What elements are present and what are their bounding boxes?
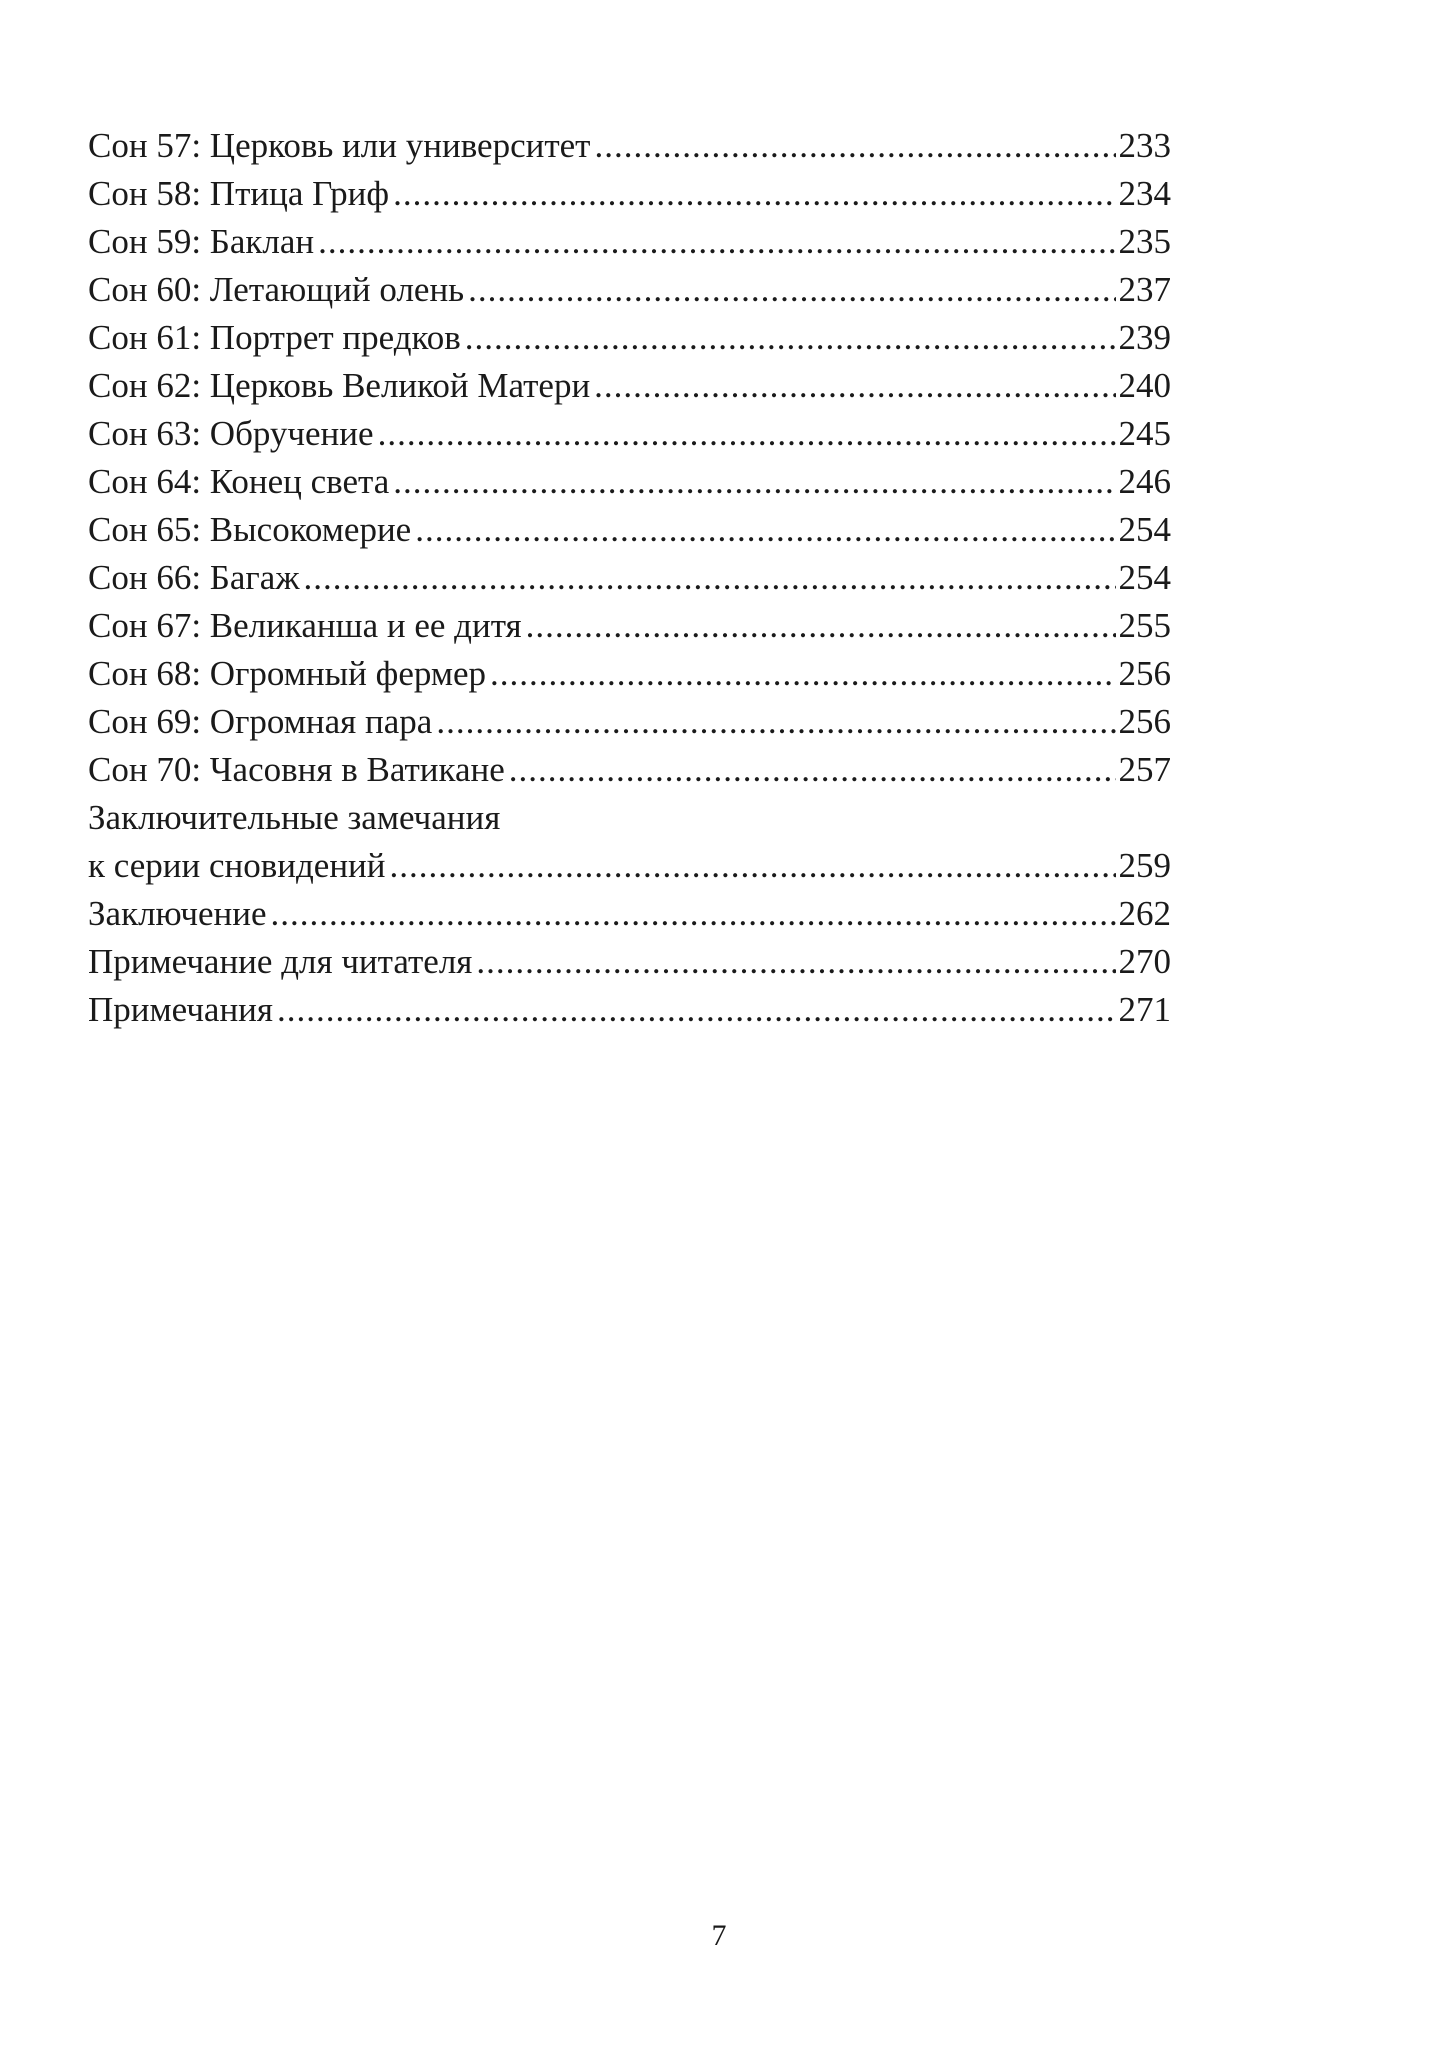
toc-entry[interactable] (88, 650, 1171, 698)
dot-leader (415, 506, 1115, 554)
toc-entry-notes[interactable] (88, 986, 1171, 1034)
toc-entry[interactable] (88, 266, 1171, 314)
toc-entry-title: Сон 61: Портрет предков (88, 318, 461, 357)
toc-entry-title: Сон 60: Летающий олень (88, 270, 465, 309)
toc-entry-page: 262 (1118, 894, 1171, 933)
toc-entry-page: 255 (1118, 606, 1171, 645)
toc-entry-page: 270 (1118, 942, 1171, 981)
toc-entry-conclusion[interactable] (88, 890, 1171, 938)
toc-entry-page: 240 (1118, 366, 1171, 405)
page-number: 7 (711, 1919, 727, 1952)
toc-entry-title: Сон 59: Баклан (88, 222, 315, 261)
dot-leader (490, 650, 1115, 698)
dot-leader (277, 986, 1115, 1034)
dot-leader (378, 410, 1116, 458)
toc-entry-page: 256 (1118, 702, 1171, 741)
dot-leader (436, 698, 1115, 746)
toc-entry-page: 256 (1118, 654, 1171, 693)
toc-entry[interactable] (88, 170, 1171, 218)
toc-entry-title: Сон 58: Птица Гриф (88, 174, 390, 213)
toc-entry-title: Примечание для читателя (88, 942, 473, 981)
toc-entry[interactable] (88, 506, 1171, 554)
dot-leader (318, 218, 1115, 266)
toc-entry-title: Сон 67: Великанша и ее дитя (88, 606, 522, 645)
dot-leader (594, 122, 1115, 170)
toc-entry-page: 246 (1118, 462, 1171, 501)
toc-entry-title: Сон 69: Огромная пара (88, 702, 433, 741)
dot-leader (304, 554, 1116, 602)
toc-entry-title: Сон 66: Багаж (88, 558, 300, 597)
toc-entry-page: 234 (1118, 174, 1171, 213)
dot-leader (526, 602, 1116, 650)
dot-leader (393, 458, 1115, 506)
toc-entry-page: 254 (1118, 510, 1171, 549)
toc-entry-title: Сон 64: Конец света (88, 462, 390, 501)
toc-entry-title: к серии сновидений (88, 846, 386, 885)
toc-entry-title: Сон 70: Часовня в Ватикане (88, 750, 505, 789)
dot-leader (509, 746, 1116, 794)
toc-entry[interactable] (88, 602, 1171, 650)
toc-entry[interactable] (88, 362, 1171, 410)
toc-entry-title: Сон 63: Обручение (88, 414, 374, 453)
toc-entry[interactable] (88, 554, 1171, 602)
dot-leader (390, 842, 1116, 890)
toc-entry-page: 254 (1118, 558, 1171, 597)
dot-leader (271, 890, 1116, 938)
toc-entry-title: Сон 62: Церковь Великой Матери (88, 366, 591, 405)
toc-entry[interactable] (88, 122, 1171, 170)
toc-entry-page: 233 (1118, 126, 1171, 165)
toc-entry-page: 259 (1118, 846, 1171, 885)
toc-entry-page: 239 (1118, 318, 1171, 357)
dot-leader (468, 266, 1115, 314)
toc-entry[interactable] (88, 458, 1171, 506)
toc-entry-closing-remarks[interactable] (88, 842, 1171, 890)
toc-entry-title: Сон 57: Церковь или университет (88, 126, 591, 165)
toc-entry-title: Заключительные замечания (88, 798, 501, 837)
toc-entry-page: 257 (1118, 750, 1171, 789)
dot-leader (594, 362, 1115, 410)
toc-entry-reader-note[interactable] (88, 938, 1171, 986)
toc-entry[interactable] (88, 746, 1171, 794)
dot-leader (393, 170, 1115, 218)
toc-entry-title: Сон 68: Огромный фермер (88, 654, 487, 693)
toc-entry-page: 237 (1118, 270, 1171, 309)
table-of-contents (88, 122, 1171, 1034)
toc-entry-page: 245 (1118, 414, 1171, 453)
toc-entry-closing-remarks-heading[interactable] (88, 794, 1171, 842)
toc-entry-title: Заключение (88, 894, 267, 933)
toc-entry[interactable] (88, 314, 1171, 362)
dot-leader (465, 314, 1116, 362)
dot-leader (476, 938, 1115, 986)
toc-entry-title: Примечания (88, 990, 274, 1029)
toc-entry[interactable] (88, 218, 1171, 266)
toc-entry[interactable] (88, 698, 1171, 746)
toc-entry[interactable] (88, 410, 1171, 458)
toc-entry-page: 271 (1118, 990, 1171, 1029)
toc-entry-title: Сон 65: Высокомерие (88, 510, 412, 549)
toc-entry-page: 235 (1118, 222, 1171, 261)
